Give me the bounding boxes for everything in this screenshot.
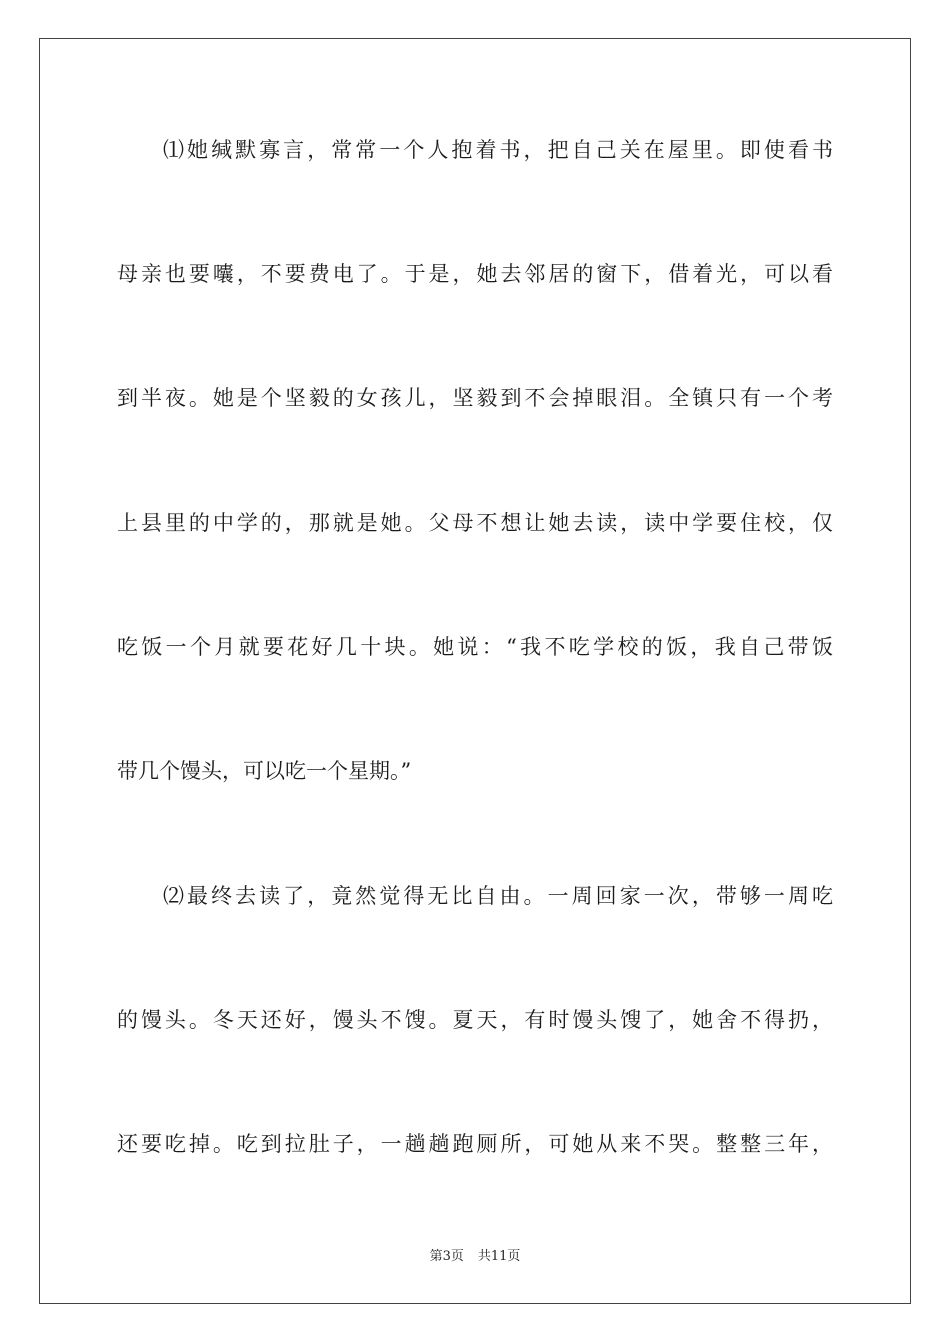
text-line: 吃饭一个月就要花好几十块。她说：“我不吃学校的饭，我自己带饭 — [117, 635, 833, 659]
text-line: 母亲也要囔，不要费电了。于是，她去邻居的窗下，借着光，可以看 — [117, 262, 833, 286]
text-line: 的馒头。冬天还好，馒头不馊。夏天，有时馒头馊了，她舍不得扔， — [117, 1008, 833, 1032]
page-number: 第3页 — [429, 1249, 464, 1264]
text-line: 上县里的中学的，那就是她。父母不想让她去读，读中学要住校，仅 — [117, 511, 833, 535]
text-line: 到半夜。她是个坚毅的女孩儿，坚毅到不会掉眼泪。全镇只有一个考 — [117, 386, 833, 410]
page-border — [39, 38, 911, 1304]
text-line: ⑵最终去读了，竟然觉得无比自由。一周回家一次，带够一周吃 — [163, 884, 833, 908]
text-line: ⑴她缄默寡言，常常一个人抱着书，把自己关在屋里。即使看书 — [163, 138, 833, 162]
page-total: 共11页 — [477, 1249, 521, 1264]
page-footer — [0, 1248, 950, 1266]
text-line: 带几个馒头，可以吃一个星期。” — [117, 759, 412, 783]
text-line: 还要吃掉。吃到拉肚子，一趟趟跑厕所，可她从来不哭。整整三年， — [117, 1132, 833, 1156]
